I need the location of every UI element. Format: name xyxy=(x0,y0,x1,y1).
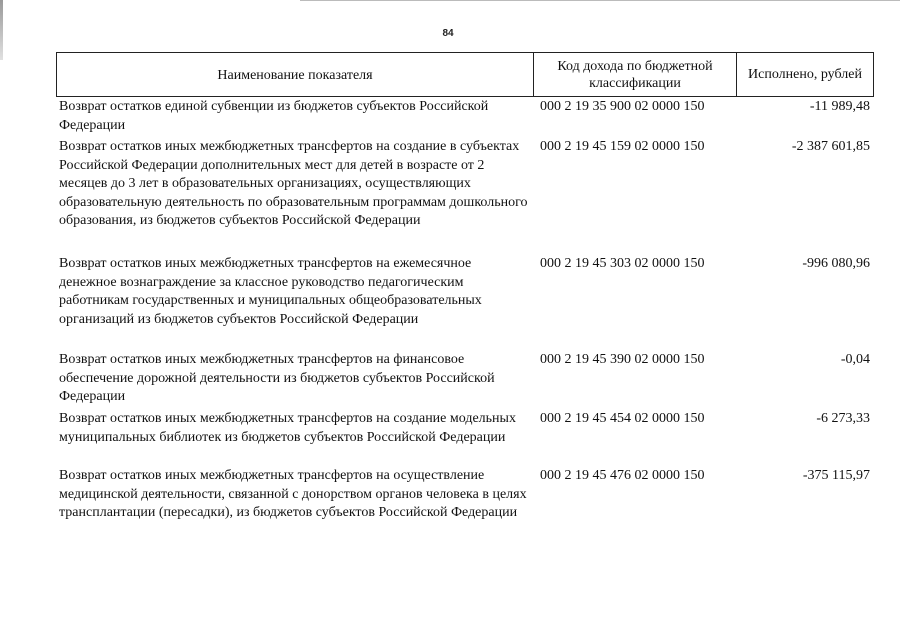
row-code: 000 2 19 45 159 02 0000 150 xyxy=(540,139,705,154)
row-name: Возврат остатков иных межбюджетных трансфертов на создание в субъектах Российской Федерации дополнительных мест для детей в возрасте от 2 месяцев до 3 лет в образовательных организациях, осуществляющих образовательную деятельность по образовательным программам дошкольного образования, из бюджетов субъектов Российской Федерации xyxy=(59,139,528,229)
header-name: Наименование показателя xyxy=(57,53,534,96)
row-sum: -6 273,33 xyxy=(816,411,870,426)
row-code: 000 2 19 45 454 02 0000 150 xyxy=(540,411,705,426)
row-name: Возврат остатков единой субвенции из бюджетов субъектов Российской Федерации xyxy=(59,99,489,133)
table-header xyxy=(56,52,874,97)
row-sum: -11 989,48 xyxy=(809,99,870,114)
row-sum: -375 115,97 xyxy=(802,468,870,483)
row-code: 000 2 19 45 303 02 0000 150 xyxy=(540,256,705,271)
scan-top-line xyxy=(300,0,900,1)
header-sum: Исполнено, рублей xyxy=(748,67,862,82)
row-name: Возврат остатков иных межбюджетных трансфертов на ежемесячное денежное вознаграждение за классное руководство педагогическим работникам государственных и муниципальных общеобразовательных организаций из бюджетов субъектов Российской Федерации xyxy=(59,256,482,327)
scan-edge-mark xyxy=(0,0,3,60)
row-name: Возврат остатков иных межбюджетных трансфертов на финансовое обеспечение дорожной деятельности из бюджетов субъектов Российской Федерации xyxy=(59,352,495,405)
row-name: Возврат остатков иных межбюджетных трансфертов на осуществление медицинской деятельности, связанной с донорством органов человека в целях трансплантации (пересадки), из бюджетов субъектов Российской Федерации xyxy=(59,468,527,521)
row-code: 000 2 19 45 390 02 0000 150 xyxy=(540,352,705,367)
header-code: Код дохода по бюджетной классификации xyxy=(534,53,737,96)
row-sum: -2 387 601,85 xyxy=(791,139,870,154)
row-sum: -0,04 xyxy=(840,352,870,367)
budget-table xyxy=(56,52,874,521)
row-code: 000 2 19 35 900 02 0000 150 xyxy=(540,99,705,114)
row-name: Возврат остатков иных межбюджетных трансфертов на создание модельных муниципальных библиотек из бюджетов субъектов Российской Федерации xyxy=(59,411,516,445)
page-number: 84 xyxy=(442,28,454,39)
row-sum: -996 080,96 xyxy=(802,256,870,271)
row-code: 000 2 19 45 476 02 0000 150 xyxy=(540,468,705,483)
